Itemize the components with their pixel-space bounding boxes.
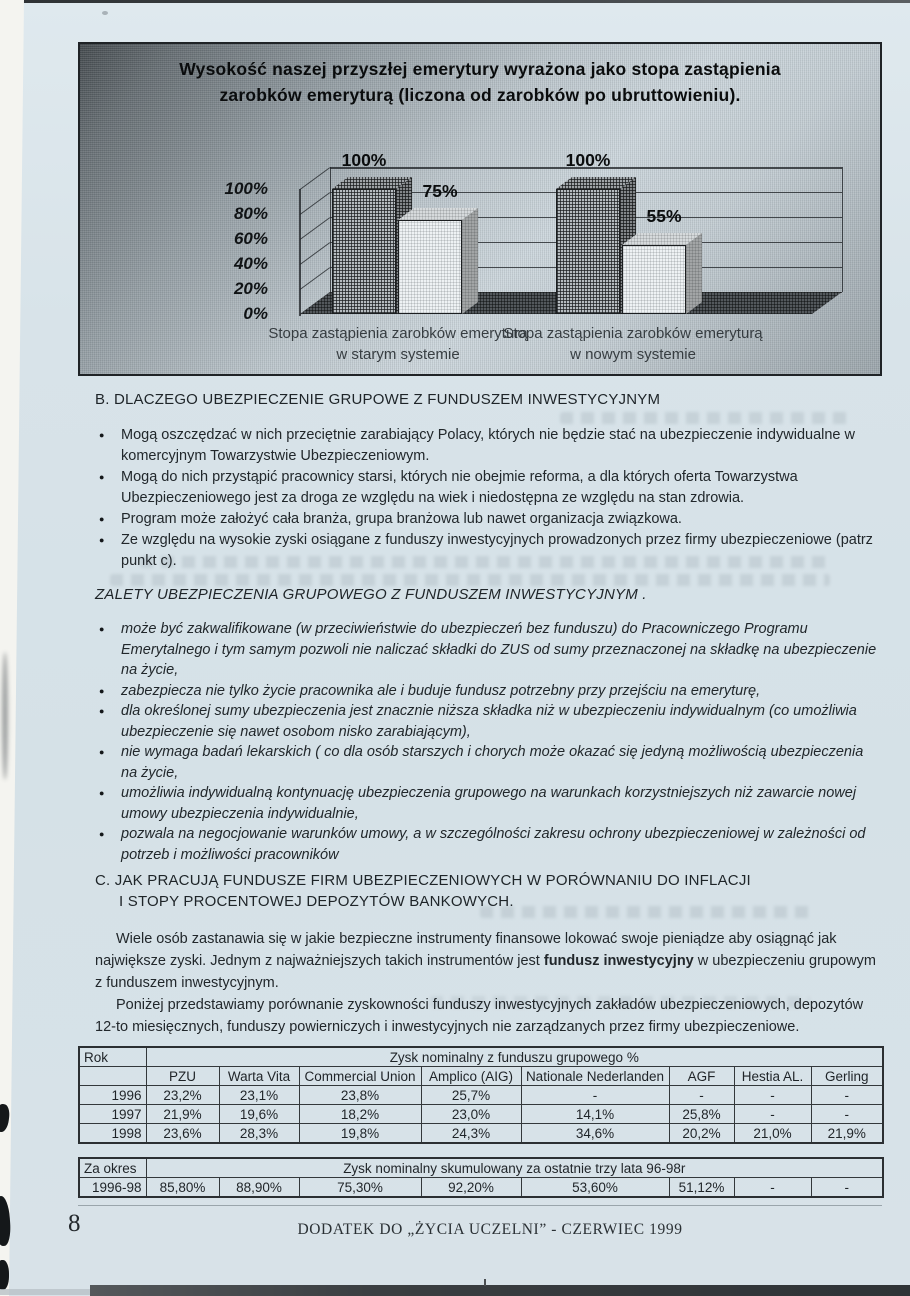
table-column-header: PZU (146, 1067, 219, 1086)
bullet-text: zabezpiecza nie tylko życie pracownika ale i buduje fundusz potrzebny przy przejściu na emeryturę, (121, 682, 761, 699)
scan-speck (102, 11, 108, 15)
table-column-header: Commercial Union (299, 1067, 421, 1086)
bullet-icon: ● (99, 535, 105, 545)
table-cell: 23,1% (219, 1086, 299, 1105)
table-cell: 51,12% (669, 1178, 734, 1198)
table-cell: 24,3% (421, 1124, 521, 1144)
bullet-text: dla określonej sumy ubezpieczenia jest znacznie niższa składka niż w ubezpieczeniu indywidualnym (co umożliwia ubezpieczenie się nawet osobom nisko zarabiającym), (121, 703, 857, 740)
scan-bottom-shadow (0, 1289, 95, 1295)
bullet-icon: ● (99, 706, 105, 716)
bullet-icon: ● (99, 624, 105, 634)
bullet-text: Mogą oszczędzać w nich przeciętnie zarabiający Polacy, których nie będzie stać na ubezpieczenie indywidualne w komercyjnym Towarzystwie Ubezpieczeniowym. (121, 427, 855, 464)
chart-tick-connector (300, 192, 330, 215)
table-column-header: Warta Vita (219, 1067, 299, 1086)
table-row (79, 1178, 883, 1198)
bullet-text: pozwala na negocjowanie warunków umowy, a w szczególności zakresu ochrony ubezpieczeniowej w zależności od potrzeb i możliwości pracowników (121, 826, 866, 863)
table-cell: 19,6% (219, 1105, 299, 1124)
table-cell: 88,90% (219, 1178, 299, 1198)
bullet-icon: ● (99, 829, 105, 839)
bar-front-face (332, 189, 396, 314)
table-cell: 28,3% (219, 1124, 299, 1144)
zalety-bullet-list (95, 619, 883, 865)
chart-y-tick-label: 80% (233, 204, 268, 223)
cumulative-profit-table (78, 1157, 884, 1198)
bullet-icon: ● (99, 685, 105, 696)
bullet-item (95, 530, 883, 572)
table-column-header: Amplico (AIG) (421, 1067, 521, 1086)
table-cell: 25,7% (421, 1086, 521, 1105)
chart-plot (80, 44, 880, 374)
scan-top-edge (8, 0, 910, 3)
table-empty-cell (79, 1067, 146, 1086)
bullet-icon: ● (99, 514, 105, 524)
footer-text: DODATEK DO „ŻYCIA UCZELNI” - CZERWIEC 1999 (297, 1221, 683, 1238)
bullet-item (95, 742, 883, 783)
chart-tick-connector (300, 267, 330, 290)
table-column-header: AGF (669, 1067, 734, 1086)
bullet-item (95, 701, 883, 742)
table-cell: 20,2% (669, 1124, 734, 1144)
section-c-paragraph-2: Poniżej przedstawiamy porównanie zyskowności funduszy inwestycyjnych zakładów ubezpieczeniowych, depozytów 12-to miesięcznych, funduszy powierniczych i inwestycyjnych nie zarządzanych przez firmy ubezpieczeniowe. (95, 997, 864, 1035)
section-c (95, 870, 883, 1038)
table-column-header: Nationale Nederlanden (521, 1067, 669, 1086)
table-cell: 85,80% (146, 1178, 219, 1198)
table-row-label: 1996-98 (79, 1178, 146, 1198)
table-cell: 14,1% (521, 1105, 669, 1124)
chart-category-label: Stopa zastąpienia zarobków emeryturą w nowym systemie (503, 325, 763, 363)
bullet-text: może być zakwalifikowane (w przeciwieństwie do ubezpieczeń bez funduszu) do Pracowniczego Programu Emerytalnego i tym samym pozwoli nie naliczać składki do ZUS od sumy przeznaczonej na składkę na ubezpieczenie na życie, (121, 621, 877, 678)
bullet-text: nie wymaga badań lekarskich ( co dla osób starszych i chorych może okazać się jedyną możliwością ubezpieczenia na życie, (121, 744, 864, 781)
table-cell: 23,6% (146, 1124, 219, 1144)
table-cell: 21,9% (146, 1105, 219, 1124)
table-row-label: 1997 (79, 1105, 146, 1124)
section-c-heading-line2: I STOPY PROCENTOWEJ DEPOZYTÓW BANKOWYCH. (119, 893, 514, 910)
bar-data-label: 55% (646, 206, 682, 226)
bar-data-label: 100% (341, 150, 387, 170)
bold-term: fundusz inwestycyjny (543, 953, 694, 969)
scan-tick-mark (484, 1279, 486, 1286)
table-cell: 21,0% (734, 1124, 811, 1144)
table-span-header: Zysk nominalny skumulowany za ostatnie trzy lata 96-98r (146, 1158, 883, 1178)
bullet-text: Mogą do nich przystąpić pracownicy starsi, których nie obejmie reforma, a dla których oferta Towarzystwa Ubezpieczeniowego jest za droga ze względu na wiek i niedostępna ze względu na stan zdrowia. (121, 469, 798, 506)
section-b (95, 389, 883, 572)
chart-y-tick-label: 100% (224, 179, 268, 198)
chart-tick-connector (300, 242, 330, 265)
table-cell: 92,20% (421, 1178, 521, 1198)
table-row (79, 1105, 883, 1124)
bar-data-label: 75% (422, 181, 458, 201)
chart-y-axis (299, 189, 301, 316)
section-b-bullet-list (95, 425, 883, 572)
bar-front-face (556, 189, 620, 314)
bar-side-face (462, 208, 478, 314)
bullet-text: Program może założyć cała branża, grupa branżowa lub nawet organizacja związkowa. (121, 511, 682, 527)
table-cell: 75,30% (299, 1178, 421, 1198)
chart-tick-connector (300, 217, 330, 240)
table-cell: - (811, 1105, 883, 1124)
table-cell: 21,9% (811, 1124, 883, 1144)
table-cell: 23,0% (421, 1105, 521, 1124)
chart-wall-left-edge (330, 167, 331, 292)
bar-front-face (622, 245, 686, 314)
bullet-text: Ze względu na wysokie zyski osiągane z funduszy inwestycyjnych prowadzonych przez firmy ubezpieczeniowe (patrz punkt c). (121, 532, 873, 569)
table-column-header: Hestia AL. (734, 1067, 811, 1086)
table-cell: - (734, 1105, 811, 1124)
bullet-item (95, 467, 883, 509)
table-cell: - (734, 1086, 811, 1105)
table-cell: - (669, 1086, 734, 1105)
page-number: 8 (68, 1210, 81, 1237)
chart-wall-right-edge (842, 167, 843, 292)
chart-y-tick-label: 0% (243, 304, 268, 323)
zalety-section (95, 584, 883, 865)
table-column-header: Gerling (811, 1067, 883, 1086)
table-cell: - (734, 1178, 811, 1198)
chart-y-tick-label: 40% (233, 254, 268, 273)
horizontal-rule (78, 1205, 882, 1206)
bullet-text: umożliwia indywidualną kontynuację ubezpieczenia grupowego na warunkach korzystniejszych niż zawarcie nowej umowy ubezpieczenia indywidualnie, (121, 785, 857, 822)
section-b-heading: B. DLACZEGO UBEZPIECZENIE GRUPOWE Z FUNDUSZEM INWESTYCYJNYM (95, 391, 661, 408)
bar-data-label: 100% (565, 150, 611, 170)
bullet-item (95, 509, 883, 530)
table-cell: 34,6% (521, 1124, 669, 1144)
table-cell: - (811, 1086, 883, 1105)
table-cell: - (811, 1178, 883, 1198)
table-row-label: 1998 (79, 1124, 146, 1144)
table-row-label: 1996 (79, 1086, 146, 1105)
table-row (79, 1124, 883, 1144)
bullet-item (95, 425, 883, 467)
chart-category-label: Stopa zastąpienia zarobków emeryturą w starym systemie (268, 325, 528, 363)
bullet-item (95, 783, 883, 824)
paragraph-text: w ubezpieczeniu grupowym z funduszem inwestycyjnym. (95, 953, 876, 991)
chart-y-tick-label: 20% (233, 279, 268, 298)
bar-side-face (686, 233, 702, 314)
chart-title: Wysokość naszej przyszłej emerytury wyrażona jako stopa zastąpienia zarobków emeryturą (liczona od zarobków po ubruttowieniu). (179, 59, 781, 105)
table-cell: 18,2% (299, 1105, 421, 1124)
table-cell: 19,8% (299, 1124, 421, 1144)
bar-front-face (398, 220, 462, 314)
bullet-item (95, 681, 883, 702)
table-cell: 23,2% (146, 1086, 219, 1105)
table-corner-header: Za okres (79, 1158, 146, 1178)
paragraph-text: Wiele osób zastanawia się w jakie bezpieczne instrumenty finansowe lokować swoje pieniądze aby osiągnąć jak największe zyski. Jednym z najważniejszych takich instrumentów jest (95, 931, 837, 969)
bullet-item (95, 619, 883, 681)
bullet-item (95, 824, 883, 865)
table-corner-header: Rok (79, 1047, 146, 1067)
nominal-profit-table (78, 1046, 884, 1144)
scan-bottom-edge (90, 1285, 910, 1296)
table-row (79, 1086, 883, 1105)
table-cell: - (521, 1086, 669, 1105)
scan-smudge (2, 652, 8, 780)
bullet-icon: ● (99, 788, 105, 798)
table-cell: 53,60% (521, 1178, 669, 1198)
pension-replacement-chart (78, 42, 882, 376)
bullet-icon: ● (99, 747, 105, 757)
table-cell: 23,8% (299, 1086, 421, 1105)
zalety-heading: ZALETY UBEZPIECZENIA GRUPOWEGO Z FUNDUSZEM INWESTYCYJNYM . (95, 586, 647, 603)
bullet-icon: ● (99, 472, 105, 482)
chart-y-tick-label: 60% (233, 229, 268, 248)
table-cell: 25,8% (669, 1105, 734, 1124)
section-c-heading-line1: C. JAK PRACUJĄ FUNDUSZE FIRM UBEZPIECZENIOWYCH W PORÓWNANIU DO INFLACJI (95, 872, 751, 889)
section-c-paragraph-1 (95, 928, 883, 994)
bullet-icon: ● (99, 430, 105, 440)
table-span-header: Zysk nominalny z funduszu grupowego % (146, 1047, 883, 1067)
